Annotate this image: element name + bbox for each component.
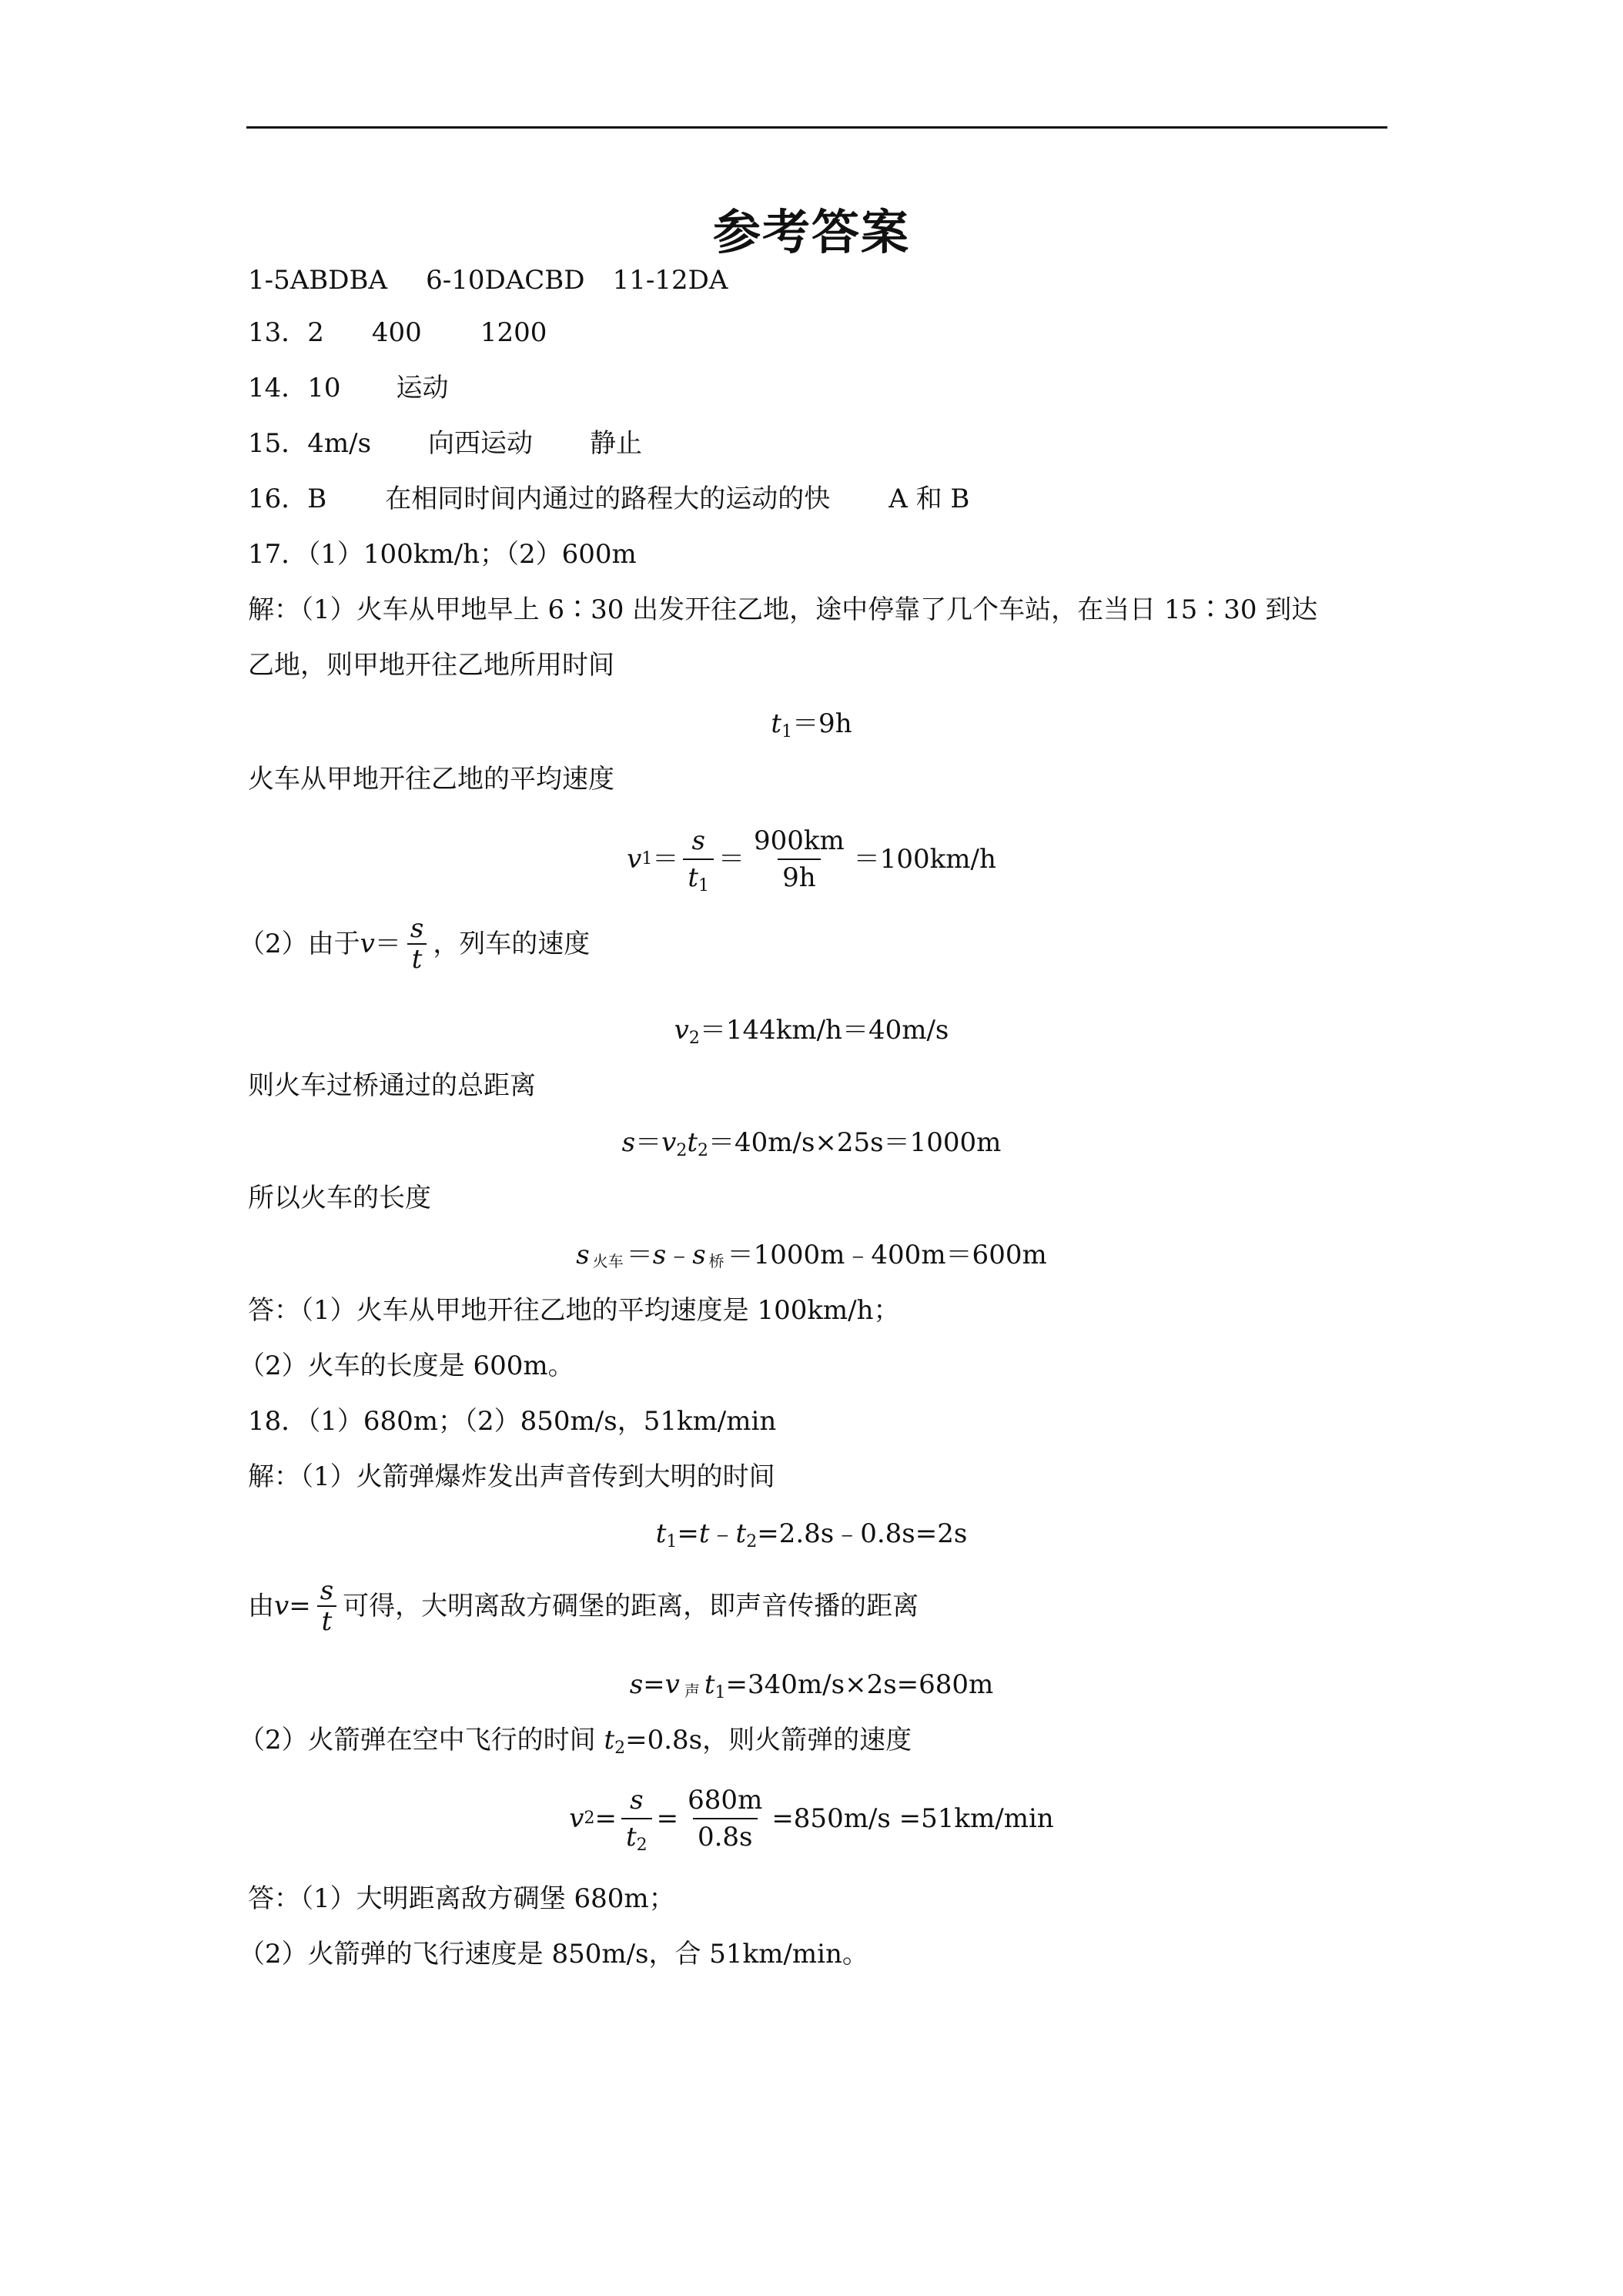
- choice-11-12: 11-12DA: [612, 265, 728, 296]
- var-v: v: [664, 1669, 680, 1700]
- numerator: s: [630, 1785, 644, 1816]
- fraction-s-over-t: [316, 1575, 338, 1637]
- equals: ＝: [626, 1240, 653, 1270]
- q17-equation-s: [0, 1127, 1623, 1158]
- var-t: t: [735, 1518, 747, 1549]
- var-v: v: [360, 929, 375, 959]
- answer-13-a2: 400: [371, 317, 422, 348]
- q18-equation-t1: [0, 1518, 1623, 1549]
- q17-equation-length: [0, 1240, 1623, 1277]
- equals: =: [656, 1803, 679, 1834]
- subscript: 1: [666, 1532, 678, 1551]
- header-rule: [246, 126, 1387, 129]
- denominator: t: [626, 1822, 637, 1853]
- answer-14-a1: 14．10: [248, 373, 341, 403]
- subscript: 2: [636, 1836, 648, 1855]
- answer-13-a3: 1200: [480, 317, 547, 348]
- fraction-s-over-t1: [683, 825, 714, 894]
- answer-15-a1: 15．4m/s: [248, 428, 372, 459]
- q17-equation-v1: v 1 ＝ $\frac{s}{t_1}$ ＝ $\frac{900km}{9h}$ ＝100km/h: [627, 825, 996, 895]
- numerator: 900km: [754, 825, 845, 856]
- equation-text: =850m/s =51km/min: [771, 1803, 1054, 1834]
- q17-solution-line1: 解：（1）火车从甲地早上 6∶30 出发开往乙地，途中停靠了几个车站，在当日 15∶30 到达: [248, 594, 1318, 625]
- equals: ＝: [652, 844, 679, 875]
- var-v: v: [627, 844, 642, 875]
- answer-13-a1: 13．2: [248, 317, 324, 348]
- equation-text: =340m/s×2s=680m: [725, 1669, 994, 1700]
- var-s: s: [629, 1669, 644, 1700]
- var-s: s: [621, 1127, 636, 1158]
- text: ，列车的速度: [433, 929, 591, 959]
- text: （2）火箭弹在空中飞行的时间: [239, 1725, 604, 1755]
- var-v: v: [674, 1015, 689, 1046]
- fraction-s-over-t: [406, 913, 428, 975]
- equals: =: [643, 1669, 665, 1700]
- var-s: s: [652, 1240, 667, 1270]
- answer-16: [248, 484, 969, 514]
- q17-answer-1: 答：（1）火车从甲地开往乙地的平均速度是 100km/h；: [248, 1295, 900, 1326]
- equals: =: [677, 1518, 699, 1549]
- numerator: s: [691, 825, 705, 856]
- var-t: t: [604, 1725, 615, 1755]
- subscript: 2: [614, 1739, 626, 1758]
- fraction-900km-over-9h: [749, 825, 849, 894]
- q18-by-formula: [248, 1574, 919, 1638]
- numerator: s: [410, 913, 424, 944]
- page-title: 参考答案: [712, 204, 910, 260]
- equals: ＝: [718, 844, 745, 875]
- q17-distance-text: 则火车过桥通过的总距离: [248, 1070, 536, 1101]
- fraction-s-over-t2: [621, 1784, 652, 1853]
- var-v: v: [661, 1127, 677, 1158]
- choice-1-5: 1-5ABDBA: [248, 265, 388, 296]
- q17-avg-speed-text: 火车从甲地开往乙地的平均速度: [248, 764, 614, 795]
- denominator: t: [688, 862, 699, 893]
- numerator: 680m: [688, 1785, 763, 1816]
- denominator: t: [317, 1605, 337, 1635]
- q18-solution-line1: 解：（1）火箭弹爆炸发出声音传到大明的时间: [248, 1461, 775, 1492]
- equation-text: =2.8s﹣0.8s=2s: [757, 1518, 968, 1549]
- subscript: 2: [746, 1532, 758, 1551]
- subscript: 2: [688, 1029, 700, 1048]
- subscript: 1: [698, 876, 710, 895]
- answer-15: [248, 428, 642, 459]
- q18-part2-intro: [239, 1725, 912, 1758]
- var-t: t: [771, 708, 782, 739]
- subscript: 1: [714, 1683, 726, 1702]
- minus: ﹣: [709, 1518, 736, 1549]
- q17-equation-v2: [0, 1015, 1623, 1046]
- text: 可得，大明离敌方碉堡的距离，即声音传播的距离: [343, 1591, 919, 1622]
- subscript: 火车: [592, 1252, 624, 1270]
- choice-answers: [248, 265, 728, 296]
- answer-14: [248, 373, 449, 403]
- var-v: v: [274, 1591, 289, 1622]
- equals: ＝: [635, 1127, 662, 1158]
- q18-answer-2: （2）火箭弹的飞行速度是 850m/s，合 51km/min。: [239, 1939, 868, 1970]
- equals: ＝: [374, 929, 401, 959]
- var-s: s: [692, 1240, 706, 1270]
- equation-text: ＝144km/h＝40m/s: [699, 1015, 949, 1046]
- q17-answer-2: （2）火车的长度是 600m。: [239, 1350, 574, 1381]
- q17-equation-t1: [0, 708, 1623, 739]
- equation-text: ＝9h: [792, 708, 852, 739]
- equals: =: [289, 1591, 311, 1622]
- choice-6-10: 6-10DACBD: [426, 265, 585, 296]
- minus: ﹣: [666, 1240, 693, 1270]
- text: =0.8s，则火箭弹的速度: [625, 1725, 912, 1755]
- denominator: 9h: [778, 858, 821, 894]
- text: （2）由于: [239, 929, 360, 959]
- var-t: t: [704, 1669, 715, 1700]
- subscript: 2: [697, 1141, 708, 1160]
- answer-14-a2: 运动: [396, 373, 449, 403]
- equals: =: [594, 1803, 617, 1834]
- q17-solution-line2: 乙地，则甲地开往乙地所用时间: [248, 650, 614, 681]
- q18-equation-s: [0, 1669, 1623, 1706]
- q17-length-text: 所以火车的长度: [248, 1183, 431, 1213]
- var-t: t: [687, 1127, 698, 1158]
- equation-text: ＝100km/h: [853, 844, 996, 875]
- q17-header: 17．（1）100km/h；（2）600m: [248, 539, 637, 570]
- answer-13: [248, 317, 547, 348]
- answer-16-a3: A 和 B: [888, 484, 970, 514]
- text: 由: [248, 1591, 274, 1622]
- q18-header: 18．（1）680m；（2）850m/s，51km/min: [248, 1406, 777, 1437]
- denominator: 0.8s: [693, 1818, 758, 1853]
- var-t: t: [655, 1518, 667, 1549]
- answer-16-a1: 16．B: [248, 484, 327, 514]
- q18-answer-1: 答：（1）大明距离敌方碉堡 680m；: [248, 1883, 675, 1914]
- answer-16-a2: 在相同时间内通过的路程大的运动的快: [385, 484, 831, 514]
- answer-15-a3: 静止: [590, 428, 643, 459]
- subscript: 桥: [708, 1252, 724, 1270]
- answer-15-a2: 向西运动: [428, 428, 534, 459]
- q18-equation-v2: v 2 = $\frac{s}{t_2}$ = $\frac{680m}{0.8s}$ =850m/s =51km/min: [569, 1785, 1054, 1855]
- denominator: t: [407, 943, 427, 972]
- equation-text: ＝1000m﹣400m＝600m: [727, 1240, 1047, 1270]
- var-v: v: [569, 1803, 584, 1834]
- subscript: 声: [684, 1682, 700, 1700]
- subscript: 1: [781, 722, 793, 741]
- q17-part2-intro: [239, 913, 590, 975]
- numerator: s: [320, 1575, 334, 1606]
- fraction-680m-over-0.8s: [683, 1784, 767, 1853]
- var-s: s: [576, 1240, 590, 1270]
- equation-text: ＝40m/s×25s＝1000m: [708, 1127, 1002, 1158]
- subscript: 2: [676, 1141, 688, 1160]
- var-t: t: [698, 1518, 710, 1549]
